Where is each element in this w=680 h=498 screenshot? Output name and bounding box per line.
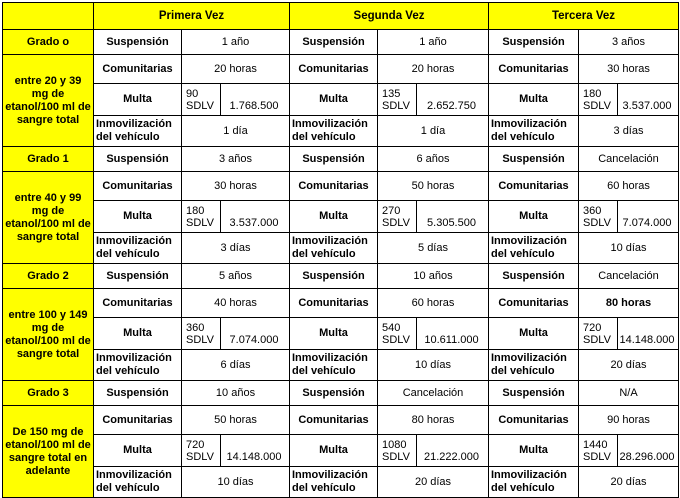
label-comunitarias: Comunitarias — [489, 406, 579, 435]
multa-sdlv-count: 720 — [583, 321, 602, 334]
multa-amount — [618, 84, 676, 115]
value-multa — [182, 201, 290, 233]
value-multa — [579, 435, 679, 467]
grade-row-multa — [3, 318, 679, 350]
multa-sdlv-unit: SDLV — [382, 99, 410, 112]
multa-sdlv — [581, 318, 618, 349]
label-multa: Multa — [94, 435, 182, 467]
value-multa — [378, 435, 489, 467]
multa-wrap — [380, 201, 486, 232]
value-comunitarias: 50 horas — [378, 172, 489, 201]
label-inmovilizacion-line1: Inmovilización — [491, 118, 567, 130]
header-corner — [3, 3, 94, 30]
multa-wrap — [380, 318, 486, 349]
grade-row-suspension — [3, 381, 679, 406]
value-suspension: 1 año — [378, 30, 489, 55]
multa-wrap — [581, 201, 676, 232]
value-suspension: Cancelación — [378, 381, 489, 406]
grade-row-suspension — [3, 30, 679, 55]
multa-wrap — [380, 435, 486, 466]
value-suspension: 3 años — [579, 30, 679, 55]
grade-row-suspension — [3, 264, 679, 289]
multa-amount-text: 7.074.000 — [622, 217, 672, 229]
multa-sdlv-count: 1440 — [583, 438, 608, 451]
value-suspension: 5 años — [182, 264, 290, 289]
label-comunitarias: Comunitarias — [94, 289, 182, 318]
header-primera-vez: Primera Vez — [94, 3, 290, 30]
label-inmovilizacion-line1: Inmovilización — [491, 469, 567, 481]
label-comunitarias: Comunitarias — [290, 289, 378, 318]
label-multa: Multa — [94, 318, 182, 350]
grade-description: De 150 mg de etanol/100 ml de sangre total en adelante — [3, 406, 94, 498]
label-inmovilizacion — [94, 350, 182, 381]
value-comunitarias: 60 horas — [378, 289, 489, 318]
multa-amount — [417, 201, 486, 232]
multa-sdlv-unit: SDLV — [382, 450, 410, 463]
value-comunitarias: 90 horas — [579, 406, 679, 435]
label-multa: Multa — [290, 435, 378, 467]
multa-wrap — [184, 318, 287, 349]
value-inmovilizacion: 10 días — [579, 233, 679, 264]
label-inmovilizacion-line2: del vehículo — [292, 248, 356, 260]
value-multa — [579, 84, 679, 116]
label-inmovilizacion-line1: Inmovilización — [292, 118, 368, 130]
grade-row-comunitarias — [3, 406, 679, 435]
multa-sdlv-unit: SDLV — [583, 216, 611, 229]
multa-amount-text: 1.768.500 — [229, 100, 279, 112]
multa-amount — [221, 435, 287, 466]
label-comunitarias: Comunitarias — [489, 289, 579, 318]
value-comunitarias: 30 horas — [182, 172, 290, 201]
label-inmovilizacion — [290, 233, 378, 264]
header-tercera-vez: Tercera Vez — [489, 3, 679, 30]
value-comunitarias: 80 horas — [579, 289, 679, 318]
multa-sdlv-count: 720 — [186, 438, 205, 451]
label-multa: Multa — [489, 84, 579, 116]
multa-sdlv — [581, 84, 618, 115]
multa-amount-text: 14.148.000 — [226, 451, 282, 463]
multa-amount-text: 21.222.000 — [423, 451, 480, 463]
grade-row-inmovilizacion — [3, 350, 679, 381]
multa-sdlv — [184, 318, 221, 349]
label-inmovilizacion-line2: del vehículo — [96, 248, 160, 260]
value-multa — [579, 318, 679, 350]
grade-row-inmovilizacion — [3, 233, 679, 264]
label-inmovilizacion-line2: del vehículo — [491, 131, 555, 143]
label-inmovilizacion — [94, 233, 182, 264]
grade-row-multa — [3, 201, 679, 233]
multa-wrap — [581, 84, 676, 115]
value-suspension: 6 años — [378, 147, 489, 172]
label-inmovilizacion — [489, 467, 579, 498]
label-multa: Multa — [489, 435, 579, 467]
label-inmovilizacion-line1: Inmovilización — [292, 235, 368, 247]
label-inmovilizacion-line2: del vehículo — [96, 482, 160, 494]
multa-sdlv — [581, 201, 618, 232]
label-inmovilizacion — [94, 116, 182, 147]
multa-amount — [221, 84, 287, 115]
value-inmovilizacion: 20 días — [579, 350, 679, 381]
label-suspension: Suspensión — [94, 30, 182, 55]
multa-sdlv-unit: SDLV — [583, 99, 611, 112]
multa-sdlv-unit: SDLV — [583, 333, 611, 346]
multa-sdlv-unit: SDLV — [186, 216, 214, 229]
value-inmovilizacion: 3 días — [182, 233, 290, 264]
grade-row-comunitarias — [3, 55, 679, 84]
value-multa — [378, 84, 489, 116]
multa-sdlv-count: 360 — [583, 204, 602, 217]
value-comunitarias: 50 horas — [182, 406, 290, 435]
multa-amount-text: 3.537.000 — [229, 217, 279, 229]
label-comunitarias: Comunitarias — [489, 172, 579, 201]
value-comunitarias: 60 horas — [579, 172, 679, 201]
value-multa — [182, 318, 290, 350]
label-suspension: Suspensión — [290, 30, 378, 55]
label-suspension: Suspensión — [290, 264, 378, 289]
multa-amount-text: 3.537.000 — [622, 100, 672, 112]
label-suspension: Suspensión — [94, 147, 182, 172]
multa-amount — [417, 318, 486, 349]
multa-sdlv — [184, 435, 221, 466]
multa-sdlv-unit: SDLV — [186, 99, 214, 112]
multa-wrap — [184, 435, 287, 466]
header-segunda-vez: Segunda Vez — [290, 3, 489, 30]
value-inmovilizacion: 20 días — [579, 467, 679, 498]
value-suspension: Cancelación — [579, 264, 679, 289]
multa-sdlv — [581, 435, 618, 466]
value-inmovilizacion: 1 día — [378, 116, 489, 147]
value-inmovilizacion: 5 días — [378, 233, 489, 264]
label-inmovilizacion — [290, 467, 378, 498]
label-inmovilizacion-line2: del vehículo — [96, 365, 160, 377]
label-suspension: Suspensión — [489, 30, 579, 55]
value-suspension: 10 años — [378, 264, 489, 289]
label-suspension: Suspensión — [94, 381, 182, 406]
multa-sdlv — [184, 201, 221, 232]
value-inmovilizacion: 6 días — [182, 350, 290, 381]
label-comunitarias: Comunitarias — [489, 55, 579, 84]
label-comunitarias: Comunitarias — [290, 55, 378, 84]
label-comunitarias: Comunitarias — [290, 172, 378, 201]
value-comunitarias: 30 horas — [579, 55, 679, 84]
grade-row-comunitarias — [3, 289, 679, 318]
multa-sdlv-count: 180 — [186, 204, 205, 217]
label-comunitarias: Comunitarias — [94, 55, 182, 84]
multa-sdlv — [380, 84, 417, 115]
label-inmovilizacion — [290, 116, 378, 147]
label-suspension: Suspensión — [94, 264, 182, 289]
grade-name: Grado 3 — [3, 381, 94, 406]
grade-row-suspension — [3, 147, 679, 172]
grade-description: entre 100 y 149 mg de etanol/100 ml de sangre total — [3, 289, 94, 381]
multa-amount — [618, 318, 676, 349]
multa-amount — [417, 84, 486, 115]
multa-sdlv-unit: SDLV — [382, 216, 410, 229]
value-multa — [579, 201, 679, 233]
label-suspension: Suspensión — [290, 381, 378, 406]
label-comunitarias: Comunitarias — [94, 172, 182, 201]
value-suspension: Cancelación — [579, 147, 679, 172]
multa-wrap — [184, 84, 287, 115]
multa-amount — [221, 318, 287, 349]
multa-sdlv-count: 1080 — [382, 438, 407, 451]
grade-row-inmovilizacion — [3, 467, 679, 498]
value-comunitarias: 20 horas — [378, 55, 489, 84]
multa-sdlv-count: 90 — [186, 87, 199, 100]
value-multa — [182, 84, 290, 116]
grade-name: Grado o — [3, 30, 94, 55]
multa-amount-text: 7.074.000 — [229, 334, 279, 346]
multa-sdlv-unit: SDLV — [583, 450, 611, 463]
value-suspension: 3 años — [182, 147, 290, 172]
multa-amount-text: 5.305.500 — [427, 217, 476, 229]
value-inmovilizacion: 20 días — [378, 467, 489, 498]
value-multa — [182, 435, 290, 467]
multa-amount — [221, 201, 287, 232]
label-inmovilizacion — [489, 233, 579, 264]
label-inmovilizacion-line1: Inmovilización — [96, 235, 172, 247]
multa-sdlv-unit: SDLV — [382, 333, 410, 346]
label-suspension: Suspensión — [489, 381, 579, 406]
label-inmovilizacion-line2: del vehículo — [96, 131, 160, 143]
label-inmovilizacion-line1: Inmovilización — [491, 352, 567, 364]
label-inmovilizacion-line1: Inmovilización — [491, 235, 567, 247]
value-inmovilizacion: 3 días — [579, 116, 679, 147]
value-multa — [378, 318, 489, 350]
label-inmovilizacion-line2: del vehículo — [292, 365, 356, 377]
grade-row-multa — [3, 84, 679, 116]
label-inmovilizacion-line1: Inmovilización — [96, 469, 172, 481]
label-multa: Multa — [290, 201, 378, 233]
value-multa — [378, 201, 489, 233]
value-comunitarias: 80 horas — [378, 406, 489, 435]
label-inmovilizacion-line2: del vehículo — [491, 482, 555, 494]
label-inmovilizacion-line1: Inmovilización — [96, 118, 172, 130]
grade-row-inmovilizacion — [3, 116, 679, 147]
value-inmovilizacion: 10 días — [378, 350, 489, 381]
label-inmovilizacion — [489, 350, 579, 381]
multa-amount-text: 2.652.750 — [427, 100, 476, 112]
multa-amount-text: 10.611.000 — [424, 334, 479, 346]
value-inmovilizacion: 10 días — [182, 467, 290, 498]
label-multa: Multa — [94, 201, 182, 233]
grade-row-comunitarias — [3, 172, 679, 201]
label-suspension: Suspensión — [290, 147, 378, 172]
label-inmovilizacion — [489, 116, 579, 147]
label-suspension: Suspensión — [489, 264, 579, 289]
value-suspension: 1 año — [182, 30, 290, 55]
multa-sdlv-count: 135 — [382, 87, 401, 100]
label-inmovilizacion-line2: del vehículo — [491, 248, 555, 260]
value-suspension: N/A — [579, 381, 679, 406]
label-inmovilizacion-line1: Inmovilización — [292, 469, 368, 481]
multa-sdlv-count: 180 — [583, 87, 602, 100]
label-inmovilizacion-line2: del vehículo — [491, 365, 555, 377]
label-multa: Multa — [489, 318, 579, 350]
grade-name: Grado 2 — [3, 264, 94, 289]
grade-row-multa — [3, 435, 679, 467]
label-inmovilizacion-line2: del vehículo — [292, 131, 356, 143]
label-suspension: Suspensión — [489, 147, 579, 172]
multa-sdlv-unit: SDLV — [186, 450, 214, 463]
multa-sdlv-count: 360 — [186, 321, 205, 334]
multa-sdlv-unit: SDLV — [186, 333, 214, 346]
multa-amount-text: 14.148.000 — [619, 334, 675, 346]
multa-sdlv — [184, 84, 221, 115]
label-multa: Multa — [290, 84, 378, 116]
label-multa: Multa — [290, 318, 378, 350]
value-inmovilizacion: 1 día — [182, 116, 290, 147]
multa-amount — [618, 201, 676, 232]
label-inmovilizacion-line2: del vehículo — [292, 482, 356, 494]
multa-sdlv-count: 540 — [382, 321, 401, 334]
grade-description: entre 40 y 99 mg de etanol/100 ml de sangre total — [3, 172, 94, 264]
multa-sdlv — [380, 435, 417, 466]
label-multa: Multa — [94, 84, 182, 116]
multa-wrap — [581, 318, 676, 349]
grade-description: entre 20 y 39 mg de etanol/100 ml de sangre total — [3, 55, 94, 147]
sanctions-table — [2, 2, 679, 498]
multa-sdlv — [380, 201, 417, 232]
value-suspension: 10 años — [182, 381, 290, 406]
multa-wrap — [380, 84, 486, 115]
grade-name: Grado 1 — [3, 147, 94, 172]
multa-amount-text: 28.296.000 — [619, 451, 675, 463]
multa-amount — [618, 435, 676, 466]
value-comunitarias: 20 horas — [182, 55, 290, 84]
label-inmovilizacion — [290, 350, 378, 381]
multa-sdlv — [380, 318, 417, 349]
multa-wrap — [581, 435, 676, 466]
value-comunitarias: 40 horas — [182, 289, 290, 318]
multa-wrap — [184, 201, 287, 232]
label-inmovilizacion — [94, 467, 182, 498]
label-multa: Multa — [489, 201, 579, 233]
label-inmovilizacion-line1: Inmovilización — [96, 352, 172, 364]
label-inmovilizacion-line1: Inmovilización — [292, 352, 368, 364]
label-comunitarias: Comunitarias — [290, 406, 378, 435]
multa-amount — [417, 435, 486, 466]
multa-sdlv-count: 270 — [382, 204, 401, 217]
label-comunitarias: Comunitarias — [94, 406, 182, 435]
